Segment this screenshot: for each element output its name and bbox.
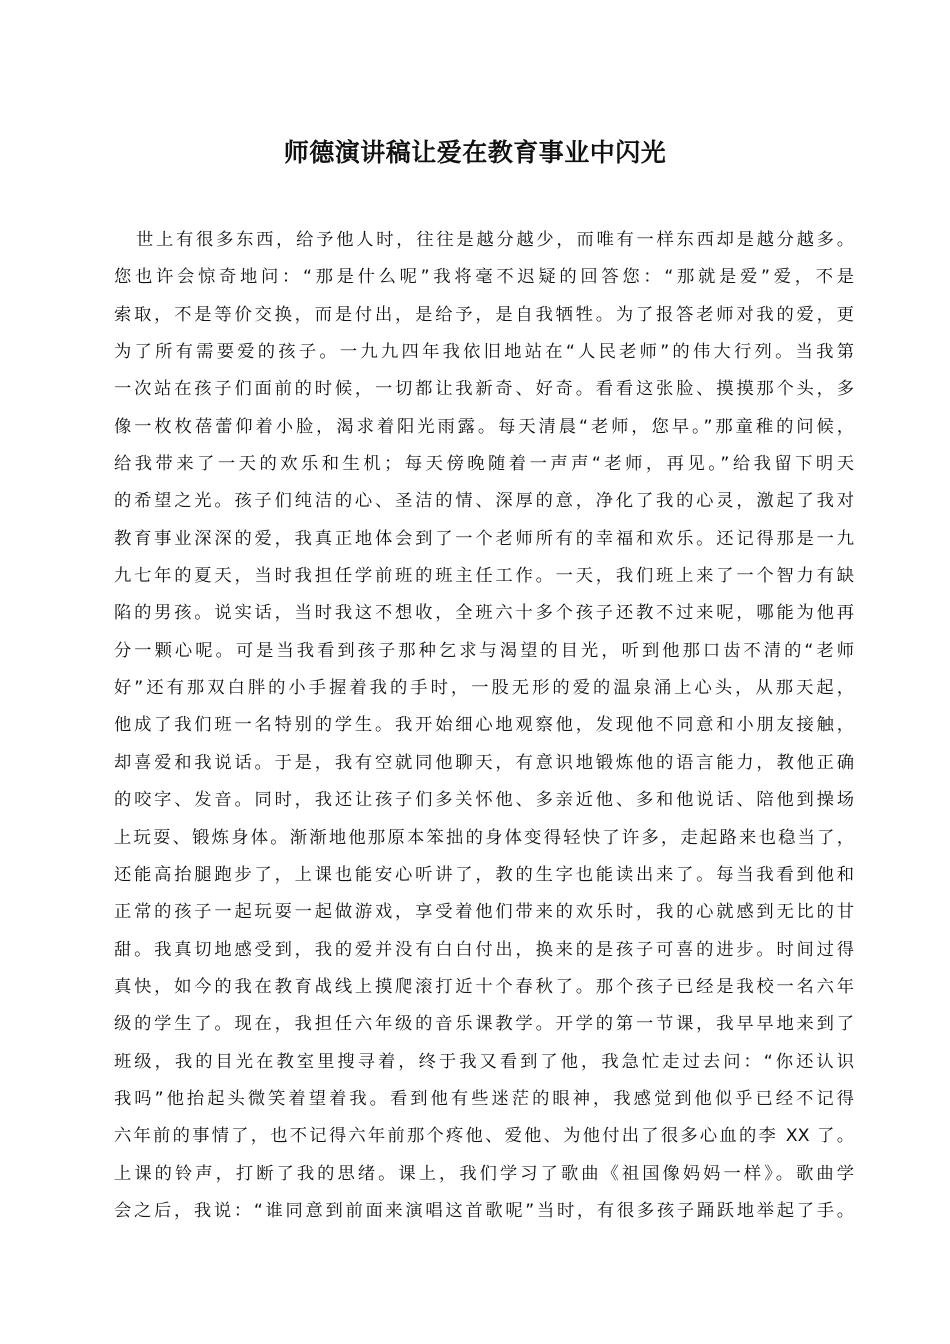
body-line: 教育事业深深的爱，我真正地体会到了一个老师所有的幸福和欢乐。还记得那是一九 <box>114 528 854 549</box>
body-line: 他成了我们班一名特别的学生。我开始细心地观察他，发现他不同意和小朋友接触， <box>114 715 854 736</box>
body-line: 您也许会惊奇地问：“那是什么呢”我将毫不迟疑的回答您：“那就是爱”爱，不是 <box>114 267 854 288</box>
body-line: 正常的孩子一起玩耍一起做游戏，享受着他们带来的欢乐时，我的心就感到无比的甘 <box>114 902 854 923</box>
body-line: 陷的男孩。说实话，当时我这不想收，全班六十多个孩子还教不过来呢，哪能为他再 <box>114 603 854 624</box>
body-line: 好”还有那双白胖的小手握着我的手时，一股无形的爱的温泉涌上心头，从那天起， <box>114 678 854 699</box>
body-line: 会之后，我说：“谁同意到前面来演唱这首歌呢”当时，有很多孩子踊跃地举起了手。 <box>114 1200 854 1221</box>
body-line: 却喜爱和我说话。于是，我有空就同他聊天，有意识地锻炼他的语言能力，教他正确 <box>114 752 854 773</box>
body-line: 上课的铃声，打断了我的思绪。课上，我们学习了歌曲《祖国像妈妈一样》。歌曲学 <box>114 1163 854 1184</box>
body-line: 我吗”他抬起头微笑着望着我。看到他有些迷茫的眼神，我感觉到他似乎已经不记得 <box>114 1088 854 1109</box>
body-line: 为了所有需要爱的孩子。一九九四年我依旧地站在“人民老师”的伟大行列。当我第 <box>114 342 854 363</box>
body-line: 的咬字、发音。同时，我还让孩子们多关怀他、多亲近他、多和他说话、陪他到操场 <box>114 790 854 811</box>
body-line: 真快，如今的我在教育战线上摸爬滚打近十个春秋了。那个孩子已经是我校一名六年 <box>114 976 854 997</box>
body-line: 班级，我的目光在教室里搜寻着，终于我又看到了他，我急忙走过去问：“你还认识 <box>114 1051 854 1072</box>
body-line: 九七年的夏天，当时我担任学前班的班主任工作。一天，我们班上来了一个智力有缺 <box>114 566 854 587</box>
body-line: 像一枚枚蓓蕾仰着小脸，渴求着阳光雨露。每天清晨“老师，您早。”那童稚的问候， <box>114 416 854 437</box>
body-line: 世上有很多东西，给予他人时，往往是越分越少，而唯有一样东西却是越分越多。 <box>136 230 854 250</box>
body-line: 甜。我真切地感受到，我的爱并没有白白付出，换来的是孩子可喜的进步。时间过得 <box>114 939 854 960</box>
body-line: 上玩耍、锻炼身体。渐渐地他那原本笨拙的身体变得轻快了许多，走起路来也稳当了， <box>114 827 854 848</box>
document-title: 师德演讲稿让爱在教育事业中闪光 <box>283 138 667 167</box>
body-line: 级的学生了。现在，我担任六年级的音乐课教学。开学的第一节课，我早早地来到了 <box>114 1014 854 1035</box>
body-line: 索取，不是等价交换，而是付出，是给予，是自我牺牲。为了报答老师对我的爱，更 <box>114 304 854 325</box>
body-line: 分一颗心呢。可是当我看到孩子那种乞求与渴望的目光，听到他那口齿不清的“老师 <box>114 640 854 661</box>
body-line: 的希望之光。孩子们纯洁的心、圣洁的情、深厚的意，净化了我的心灵，激起了我对 <box>114 491 854 512</box>
body-line: 给我带来了一天的欢乐和生机；每天傍晚随着一声声“老师，再见。”给我留下明天 <box>114 454 854 475</box>
document-body <box>114 222 854 1230</box>
body-line: 六年前的事情了，也不记得六年前那个疼他、爱他、为他付出了很多心血的李 XX 了。 <box>114 1126 854 1147</box>
body-line: 一次站在孩子们面前的时候，一切都让我新奇、好奇。看看这张脸、摸摸那个头，多 <box>114 379 854 400</box>
body-line: 还能高抬腿跑步了，上课也能安心听讲了，教的生字也能读出来了。每当我看到他和 <box>114 864 854 885</box>
